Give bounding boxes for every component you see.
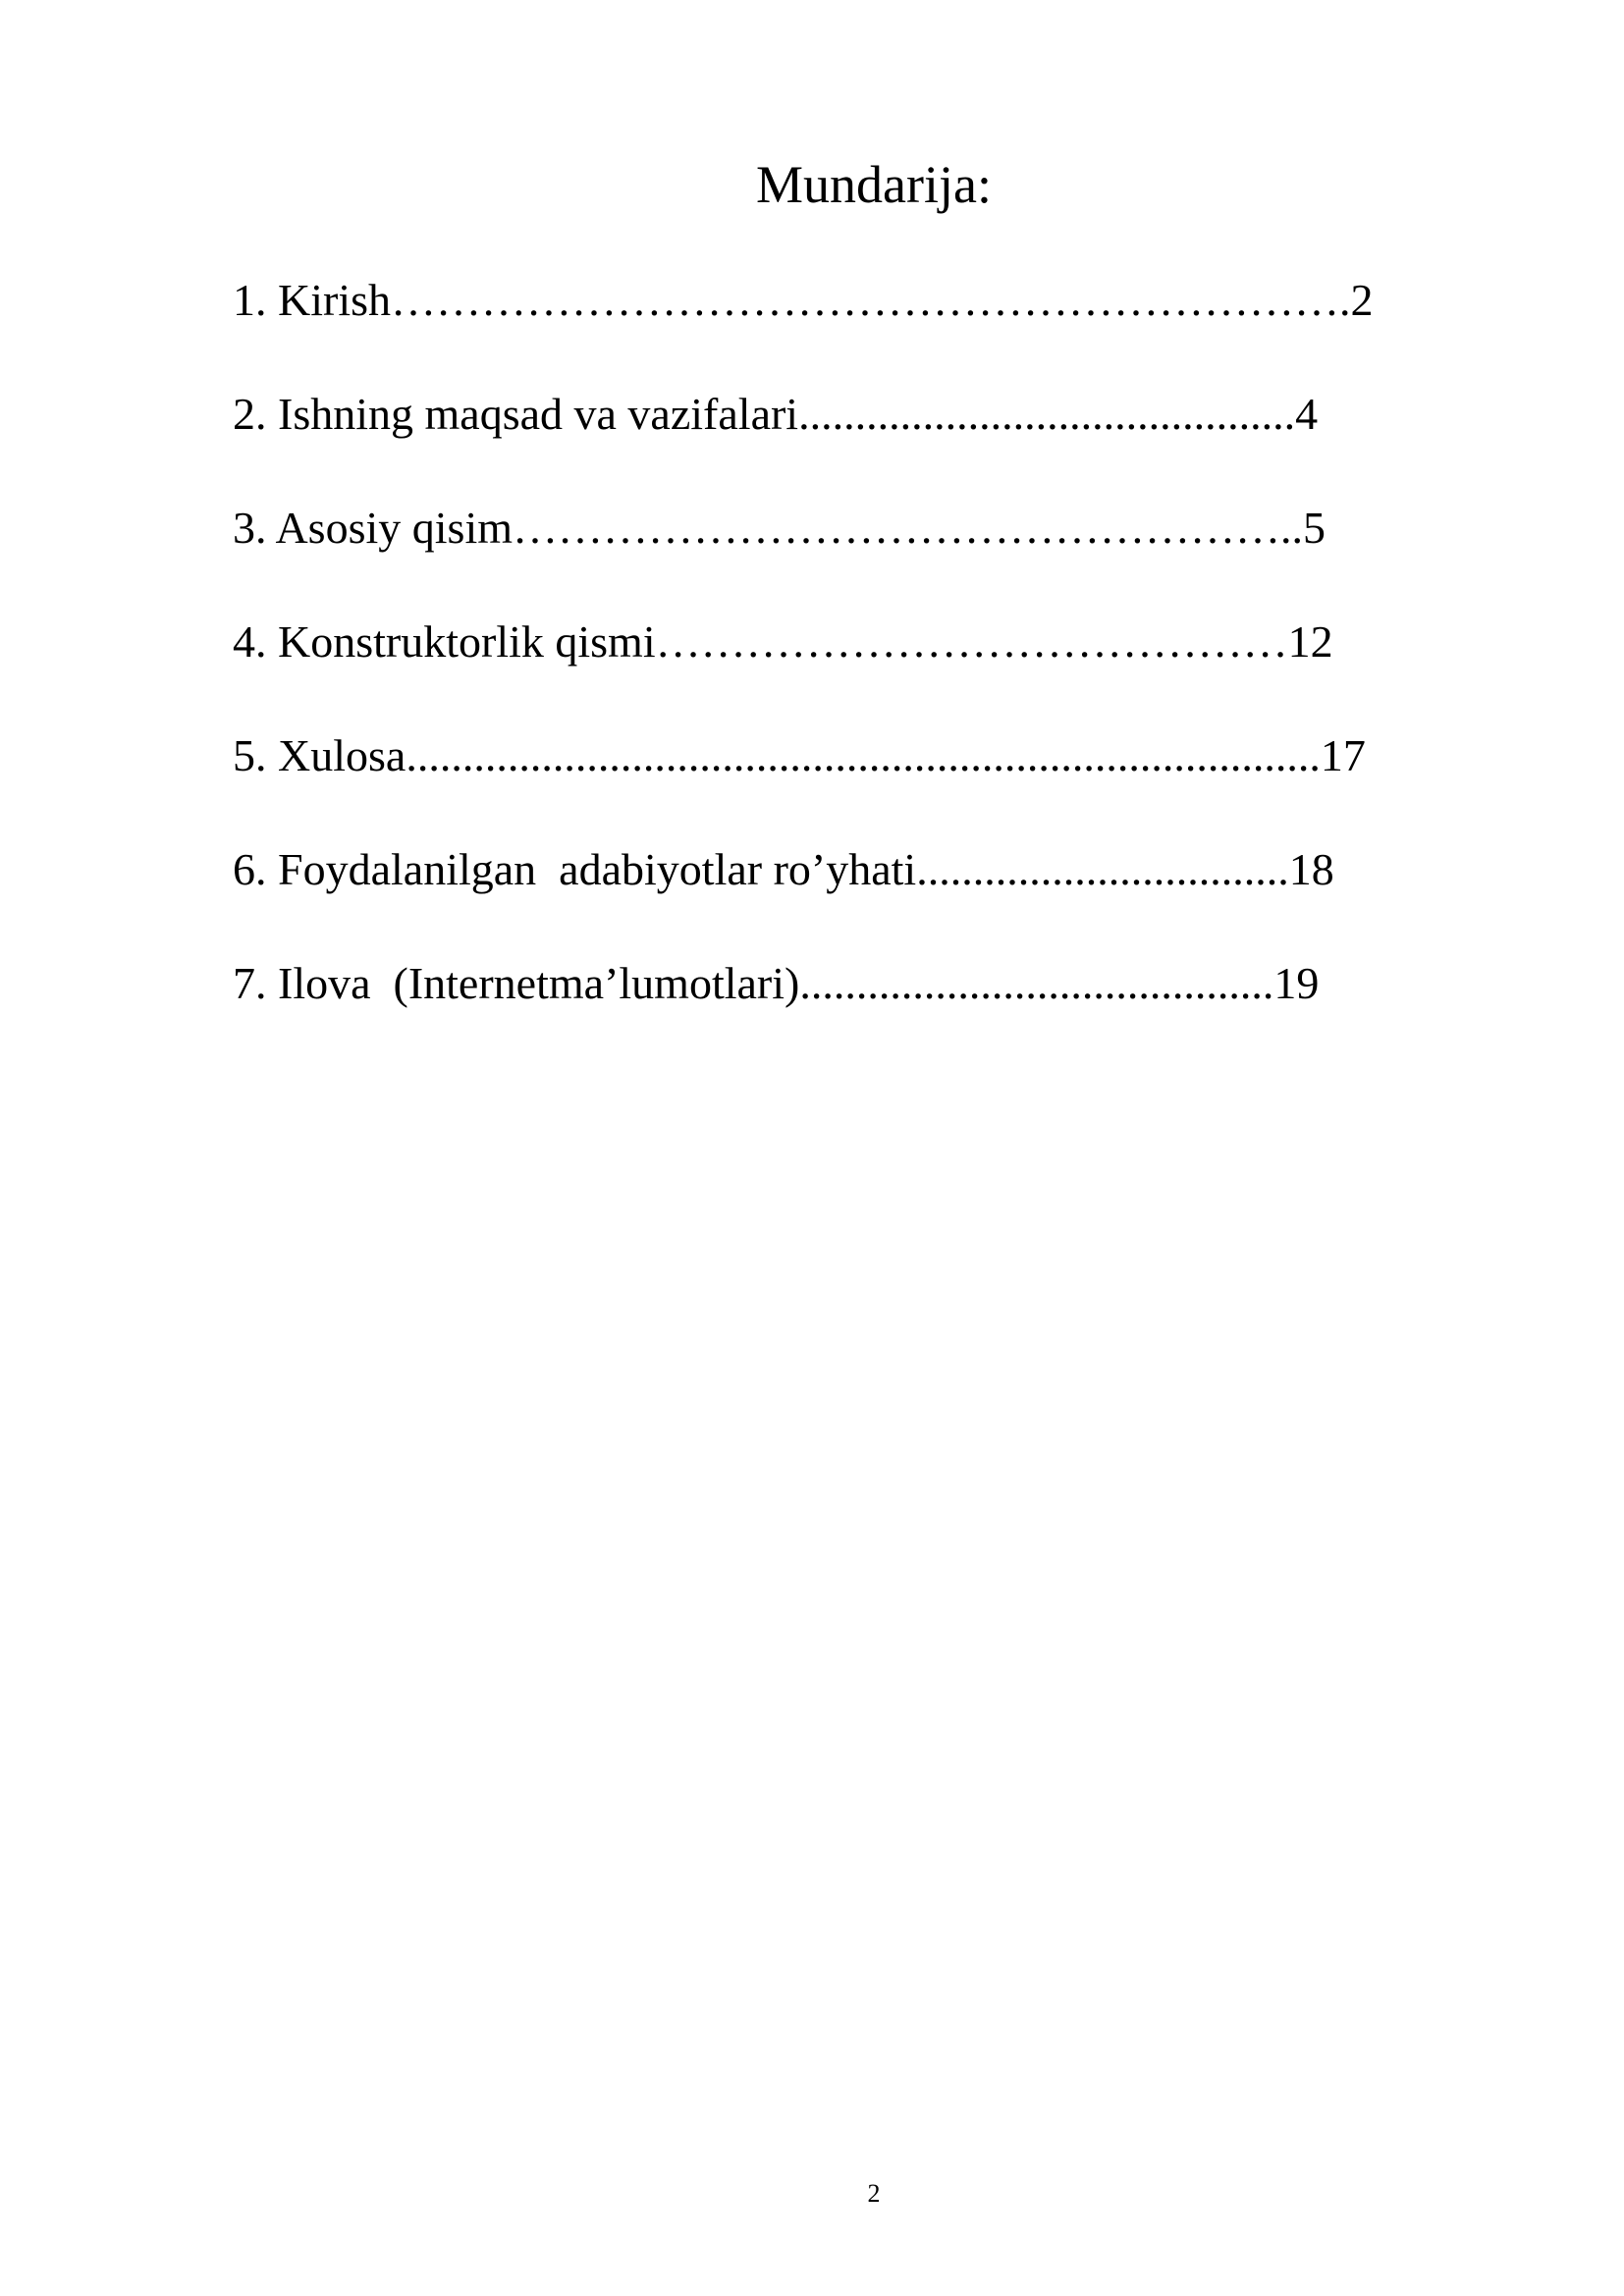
toc-entry-asosiy-qisim: 3. Asosiy qisim……………………………………………..5: [233, 503, 1326, 553]
toc-entry-konstruktorlik-qismi: 4. Konstruktorlik qismi……………………………………12: [233, 616, 1333, 667]
toc-entry-xulosa: 5. Xulosa.................................................................................17: [233, 730, 1366, 780]
toc-entry-ilova: 7. Ilova (Internetma’lumotlari)..........................................19: [233, 958, 1320, 1008]
page-title: Mundarija:: [756, 155, 992, 214]
toc-entry-maqsad-vazifalari: 2. Ishning maqsad va vazifalari............................................4: [233, 389, 1319, 439]
toc-entry-adabiyotlar: 6. Foydalanilgan adabiyotlar ro’yhati.................................18: [233, 844, 1334, 894]
page-number: 2: [867, 2179, 881, 2208]
toc-entry-kirish: 1. Kirish……………………………………………………….2: [233, 275, 1374, 325]
table-of-contents: [233, 265, 1374, 1062]
